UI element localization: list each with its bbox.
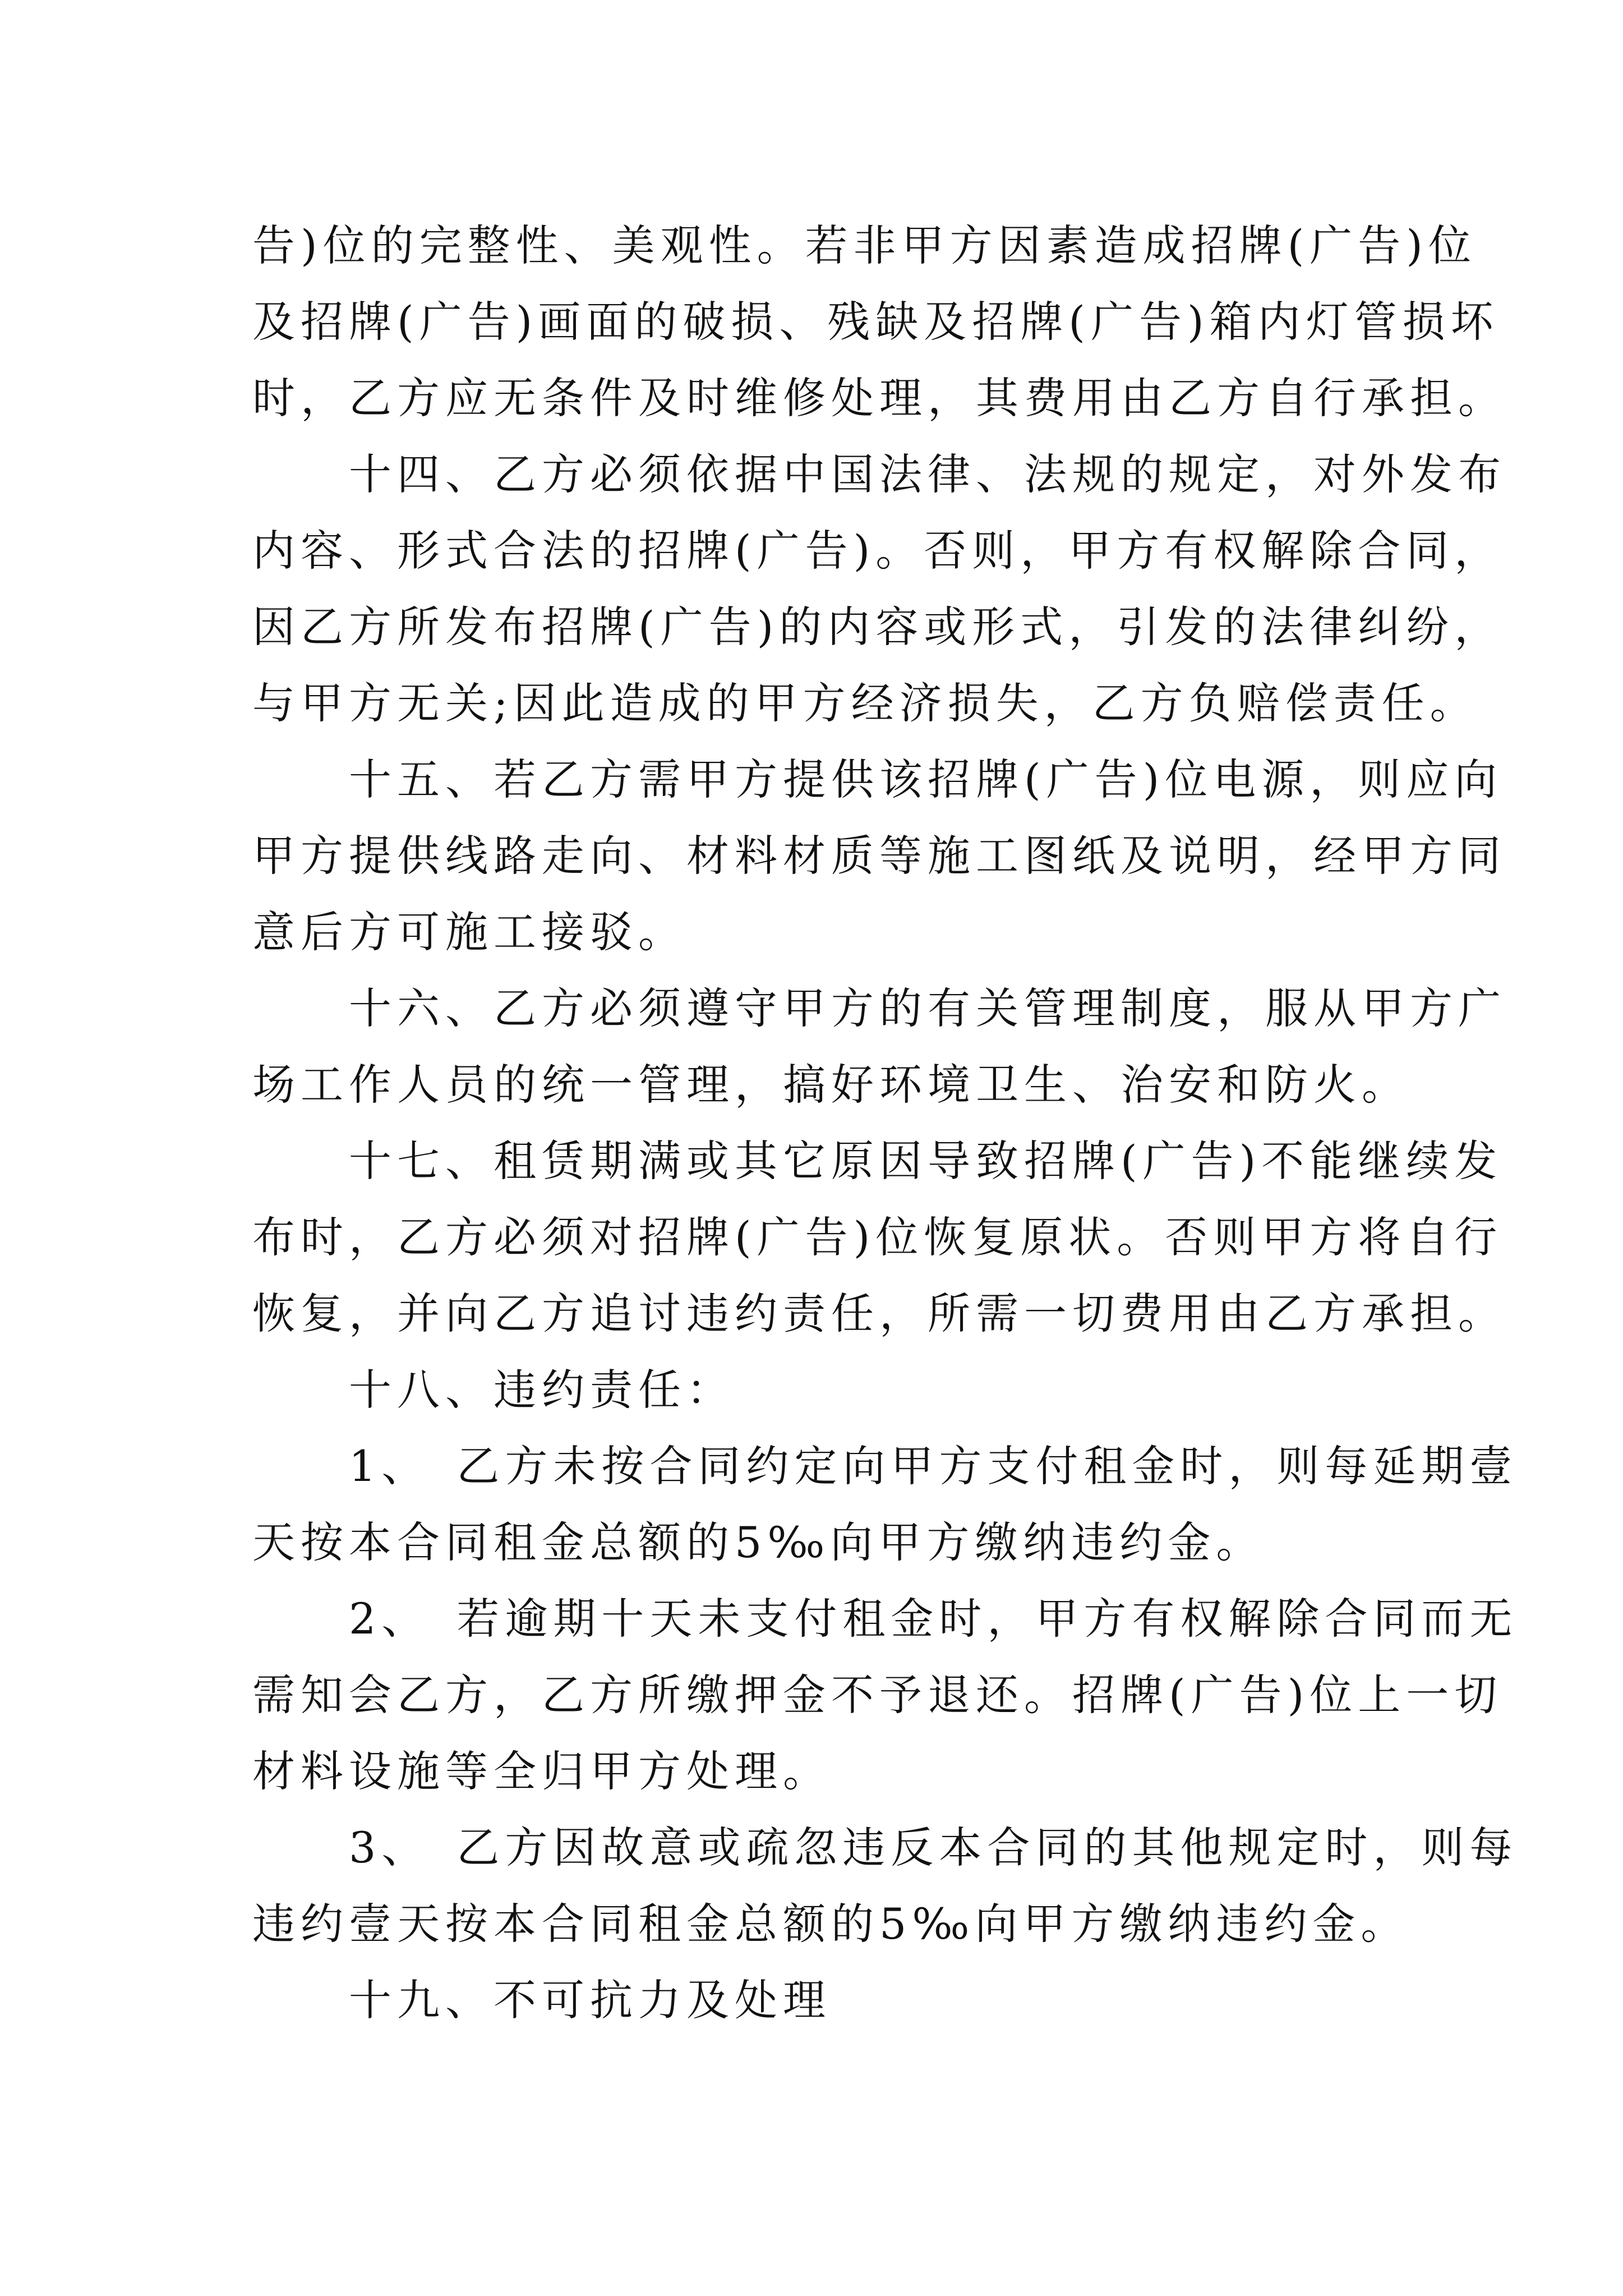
text-line: 材料设施等全归甲方处理。 [252,1746,831,1796]
paragraph [252,970,1506,1123]
text-line: 违约壹天按本合同租金总额的5‰向甲方缴纳违约金。 [252,1899,1409,1949]
text-line: 1、 乙方未按合同约定向甲方支付租金时，则每延期壹 [252,1441,1518,1491]
text-line: 十六、乙方必须遵守甲方的有关管理制度，服从甲方广 [252,983,1506,1033]
text-line: 十七、租赁期满或其它原因导致招牌(广告)不能继续发 [252,1136,1503,1186]
text-line: 需知会乙方，乙方所缴押金不予退还。招牌(广告)位上一切 [252,1670,1503,1720]
text-line: 十九、不可抗力及处理 [252,1975,831,2025]
paragraph [252,1352,1374,1428]
text-line: 2、 若逾期十天未支付租金时，甲方有权解除合同而无 [252,1594,1518,1644]
paragraph [252,1428,1518,1581]
paragraph [252,208,1506,436]
text-line: 及招牌(广告)画面的破损、残缺及招牌(广告)箱内灯管损坏 [252,297,1499,347]
paragraph [252,436,1506,742]
text-line: 内容、形式合法的招牌(广告)。否则，甲方有权解除合同， [252,526,1503,576]
paragraph [252,742,1506,970]
text-line: 3、 乙方因故意或疏忽违反本合同的其他规定时，则每 [252,1823,1518,1872]
text-line: 十八、违约责任： [252,1365,735,1415]
paragraph [252,1581,1518,1810]
text-line: 布时，乙方必须对招牌(广告)位恢复原状。否则甲方将自行 [252,1212,1503,1262]
text-line: 与甲方无关;因此造成的甲方经济损失，乙方负赔偿责任。 [252,678,1478,728]
text-line: 因乙方所发布招牌(广告)的内容或形式，引发的法律纠纷， [252,602,1503,652]
text-line: 告)位的完整性、美观性。若非甲方因素造成招牌(广告)位 [252,220,1477,270]
text-line: 天按本合同租金总额的5‰向甲方缴纳违约金。 [252,1517,1265,1567]
paragraph [252,1810,1518,1962]
text-line: 恢复，并向乙方追讨违约责任，所需一切费用由乙方承担。 [252,1289,1506,1338]
paragraph [252,1123,1506,1352]
text-line: 时，乙方应无条件及时维修处理，其费用由乙方自行承担。 [252,373,1506,423]
text-line: 意后方可施工接驳。 [252,907,686,957]
text-line: 场工作人员的统一管理，搞好环境卫生、治安和防火。 [252,1060,1410,1110]
paragraph [252,1962,1374,2039]
document-body [252,208,1518,2039]
text-line: 十四、乙方必须依据中国法律、法规的规定，对外发布 [252,449,1506,499]
text-line: 甲方提供线路走向、材料材质等施工图纸及说明，经甲方同 [252,831,1506,881]
text-line: 十五、若乙方需甲方提供该招牌(广告)位电源，则应向 [252,754,1503,804]
